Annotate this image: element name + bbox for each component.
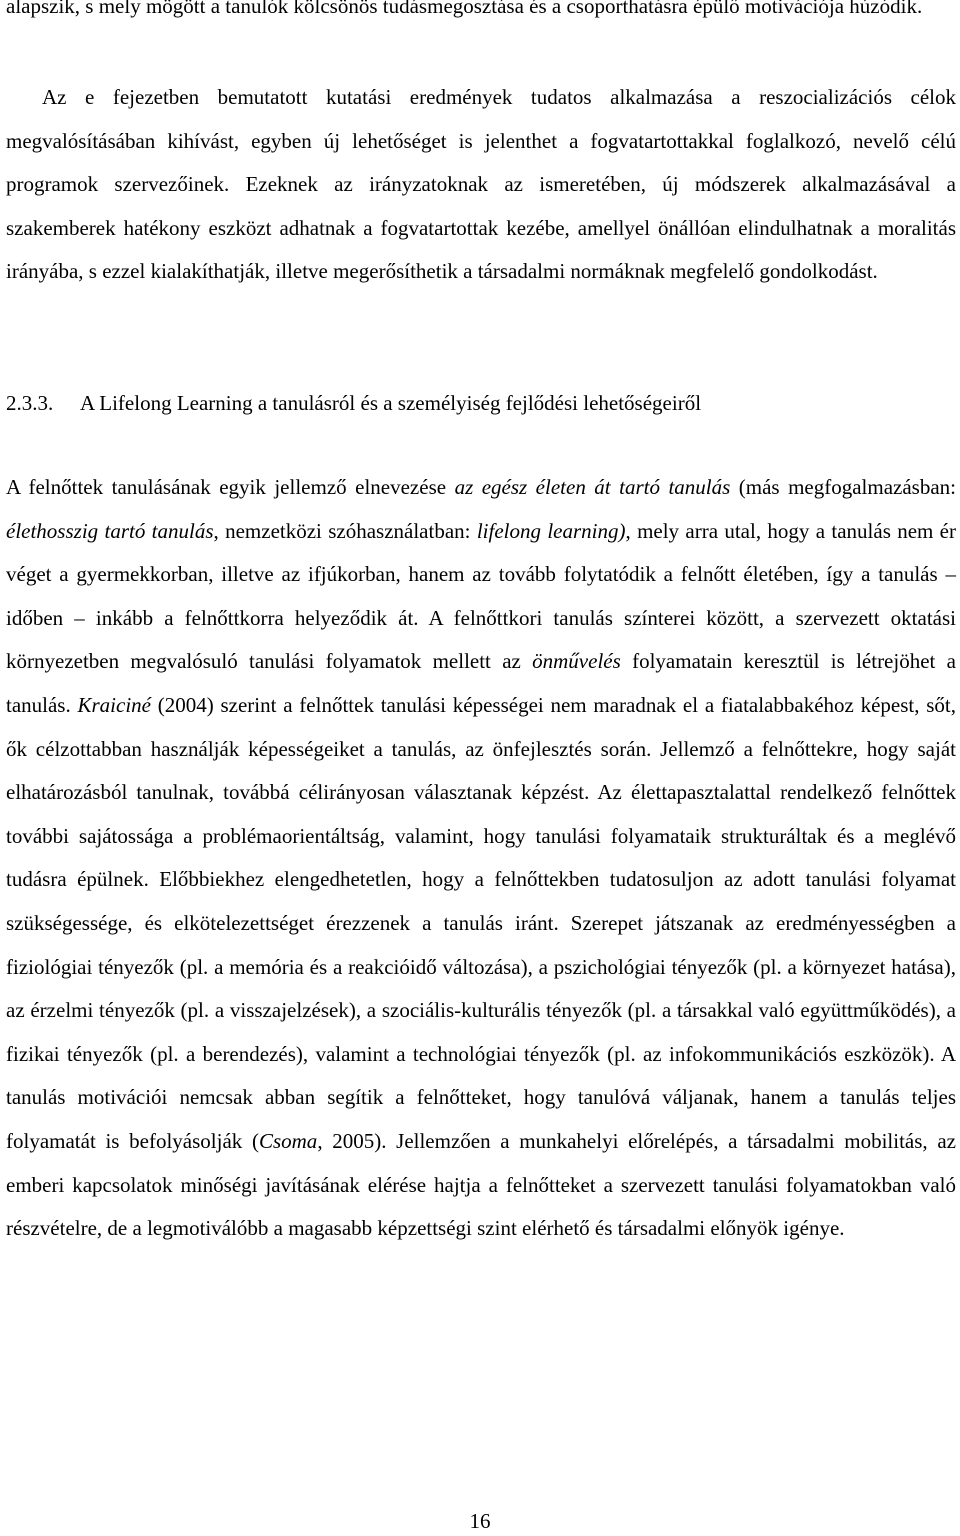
paragraph-lifelong-learning (6, 466, 956, 1251)
citation-author: Csoma (258, 1128, 318, 1153)
text-run: folyamatain keresztül is létrejöhet a tanulás. (6, 649, 956, 717)
section-number: 2.3.3. (6, 391, 54, 415)
text-run: , mely arra utal, hogy a tanulás nem ér véget a gyermekkorban, illetve az ifjúkorban, hanem az tovább folytatódik a felnőtt életében, így a tanulás – időben – inkább a felnőttkorra helyeződik át. A felnőttkori tanulás színterei között, a szervezett oktatási környezetben megvalósuló tanulási folyamatok mellett az (6, 518, 956, 674)
citation-author: Kraiciné (77, 692, 151, 717)
paragraph-continuation: alapszik, s mely mögött a tanulók kölcsönös tudásmegosztása és a csoporthatásra épülő motivációja húzódik. (6, 0, 923, 18)
italic-term: önművelés (532, 649, 621, 674)
section-title: A Lifelong Learning a tanulásról és a személyiség fejlődési lehetőségeiről (80, 391, 702, 415)
page-number: 16 (469, 1509, 491, 1533)
text-run: , 2005). Jellemzően a munkahelyi előrelépés, a társadalmi mobilitás, az emberi kapcsolatok minőségi javításának elérése hajtja a felnőtteket a szervezett tanulási folyamatokban való részvételre, de a legmotiválóbb a magasabb képzettségi szint elérhető és társadalmi előnyök igénye. (6, 1128, 956, 1241)
text-run: (más megfogalmazásban: (730, 475, 956, 499)
italic-term: lifelong learning) (476, 518, 626, 543)
text-run: , nemzetközi szóhasználatban: (213, 518, 477, 543)
text-run: (2004) szerint a felnőttek tanulási képességei nem maradnak el a fiatalabbakéhoz képest, sőt, ők célzottabban használják képességeiket a tanulás, az önfejlesztés során. Jellemző a felnőttekre, hogy saját elhatározásból tanulnak, továbbá célirányosan választanak képzést. Az élettapasztalattal rendelkező felnőttek további sajátossága a problémaorientáltság, valamint, hogy tanulási folyamataik strukturáltak és a meglévő tudásra épülnek. Előbbiekhez elengedhetetlen, hogy a felnőttekben tudatosuljon az adott tanulási folyamat szükségessége, és elkötelezettséget érezzenek a tanulás iránt. Szerepet játszanak az eredményességben a fiziológiai tényezők (pl. a memória és a reakcióidő változása), a pszichológiai tényezők (pl. a környezet hatása), az érzelmi tényezők (pl. a visszajelzések), a szociális-kulturális tényezők (pl. a társakkal való együttműködés), a fizikai tényezők (pl. a berendezés), valamint a technológiai tényezők (pl. az infokommunikációs eszközök). A tanulás motivációi nemcsak abban segítik a felnőtteket, hogy tanulóvá váljanak, hanem a tanulás teljes folyamatát is befolyásolják ( (6, 692, 957, 1153)
section-heading (6, 387, 956, 419)
italic-term: az egész életen át tartó tanulás (454, 475, 731, 499)
italic-term: élethosszig tartó tanulás (6, 518, 214, 543)
paragraph-research-application: Az e fejezetben bemutatott kutatási eredmények tudatos alkalmazása a reszocializációs célok megvalósításában kihívást, egyben új lehetőséget is jelenthet a fogvatartottakkal foglalkozó, nevelő célú programok szervezőinek. Ezeknek az irányzatoknak az ismeretében, új módszerek alkalmazásával a szakemberek hatékony eszközt adhatnak a fogvatartottak kezébe, amellyel önállóan elindulhatnak a moralitás irányába, s ezzel kialakíthatják, illetve megerősíthetik a társadalmi normáknak megfelelő gondolkodást. (6, 85, 956, 284)
text-run: A felnőttek tanulásának egyik jellemző elnevezése (6, 475, 455, 499)
